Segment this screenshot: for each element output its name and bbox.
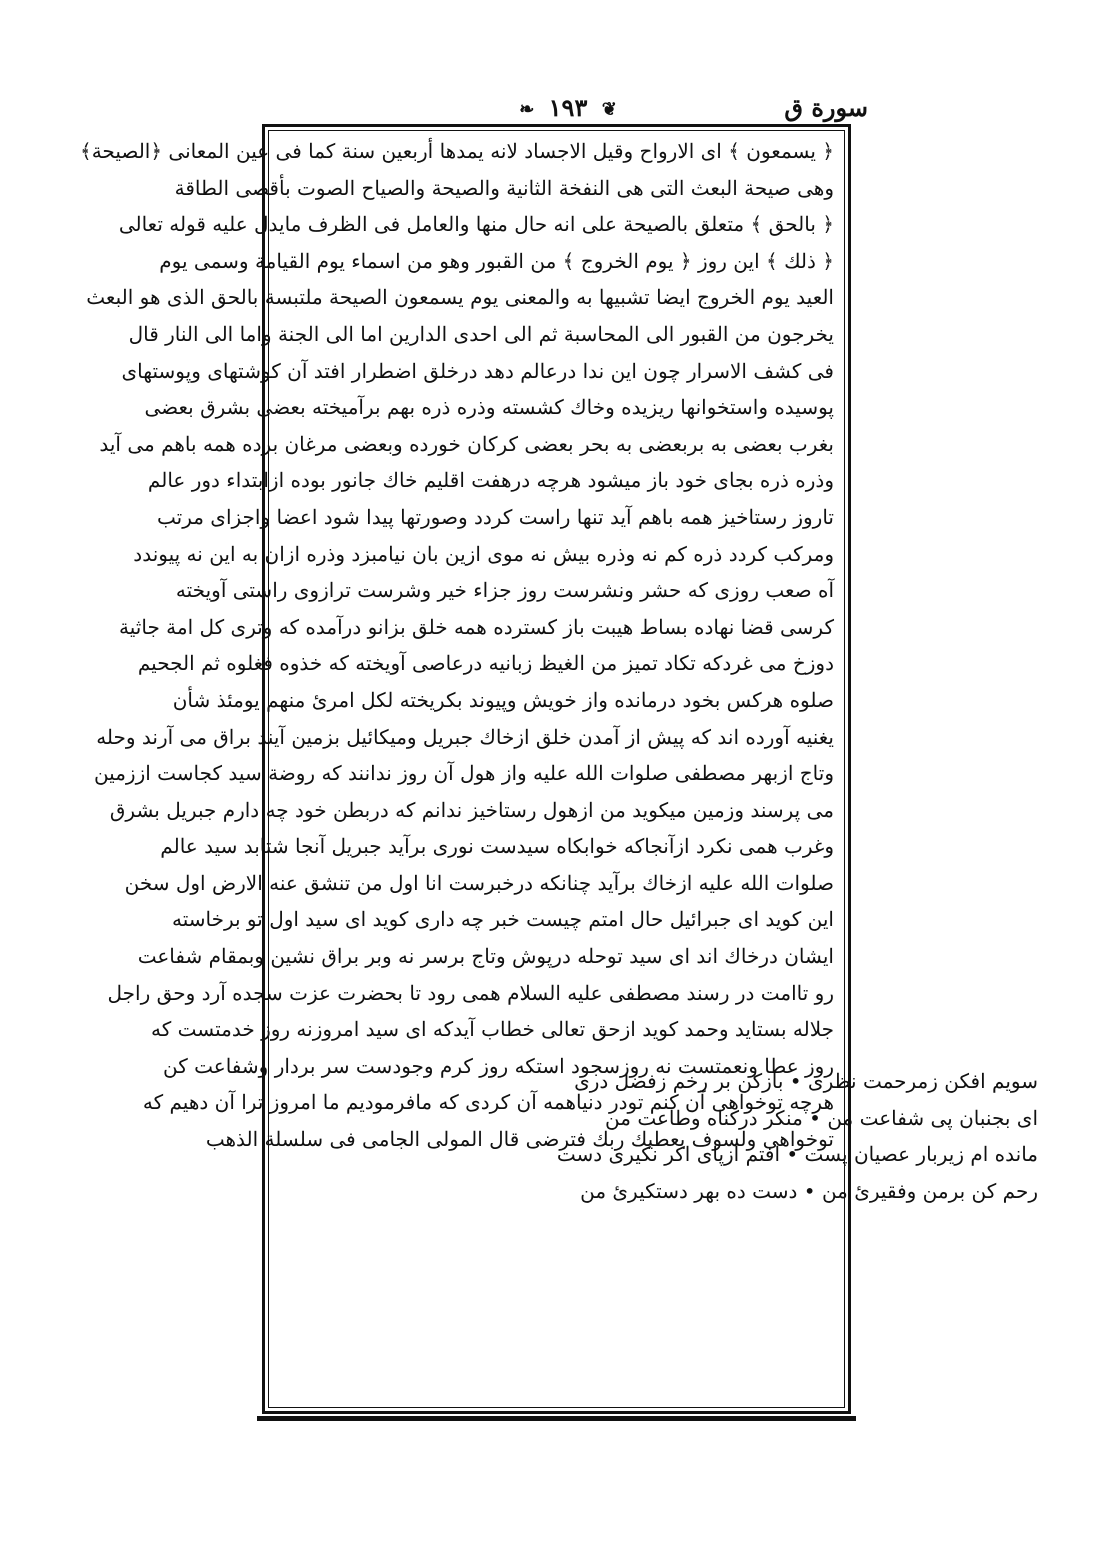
text-line: بغرب بعضى به بربعضى به بحر بعضى كركان خورده وبعضى مرغان برده همه باهم مى آيد: [99, 431, 834, 456]
body-text: [79, 133, 834, 1158]
text-line: العيد يوم الخروج ايضا تشبيها به والمعنى يوم يسمعون الصيحة ملتبسة بالحق الذى هو البعث: [86, 285, 834, 310]
text-line: روز عطا ونعمتست نه روزسجود استكه روز كرم وجودست سر بردار وشفاعت كن: [163, 1053, 834, 1078]
verse-line: اى بجنبان پى شفاعت من • منكر دركناه وطاعت من: [605, 1105, 1038, 1130]
text-line: وهى صيحة البعث التى هى النفخة الثانية والصيحة والصياح الصوت بأقصى الطاقة: [174, 175, 834, 200]
text-line: صلوات الله عليه ازخاك برآيد چنانكه درخبرست انا اول من تنشق عنه الارض اول سخن: [124, 870, 834, 895]
text-line: يغنيه آورده اند كه پيش از آمدن خلق ازخاك جبريل وميكائيل بزمين آيند براق مى آرند وحله: [96, 724, 834, 749]
text-line: مى پرسند وزمين ميكويد من ازهول رستاخيز ندانم كه دربطن خود چه دارم جبريل بشرق: [109, 797, 834, 822]
verse-line: رحم كن برمن وفقيرئ من • دست ده بهر دستكيرئ من: [580, 1178, 1038, 1203]
text-line: ﴿ ذلك ﴾ اين روز ﴿ يوم الخروج ﴾ من القبور وهو من اسماء يوم القيامة وسمى يوم: [159, 248, 834, 273]
text-line: وتاج ازبهر مصطفى صلوات الله عليه واز هول آن روز ندانند كه روضة سيد كجاست اززمين: [93, 761, 834, 786]
text-line: يخرجون من القبور الى المحاسبة ثم الى احدى الدارين اما الى الجنة واما الى النار قال: [128, 321, 834, 346]
verse-line: مانده ام زيربار عصيان پست • افتم ازپاى اكر نكيرى دست: [556, 1142, 1038, 1166]
text-line: جلاله بستايد وحمد كويد ازحق تعالى خطاب آيدكه اى سيد امروزنه روز خدمتست كه: [151, 1017, 834, 1042]
ornament-left-icon: ❦: [601, 98, 617, 120]
text-frame: [79, 124, 851, 1414]
text-line: توخواهى ولسوف يعطيك ربك فترضى قال المولى الجامى فى سلسلة الذهب: [205, 1127, 834, 1152]
text-line: وغرب همى نكرد ازآنجاكه خوابكاه سيدست نورى برآيد جبريل آنجا شتابد سيد عالم: [160, 834, 834, 859]
text-line: وذره ذره بجاى خود باز ميشود هرچه درهفت اقليم خاك جانور بوده ازابتداء دور عالم: [147, 468, 834, 493]
text-line: ﴿ يسمعون ﴾ اى الارواح وقيل الاجساد لانه يمدها أربعين سنة كما فى عين المعانى ﴿الصيحة﴾: [79, 139, 834, 163]
ornament-right-icon: ❧: [519, 98, 535, 120]
text-line: ﴿ بالحق ﴾ متعلق بالصيحة على انه حال منها والعامل فى الظرف مايدل عليه قوله تعالى: [118, 212, 834, 237]
page-header: [268, 92, 868, 128]
text-line: آه صعب روزى كه حشر ونشرست روز جزاء خير وشرست ترازوى راستى آويخته: [175, 578, 834, 603]
verse-block: [110, 1063, 1038, 1209]
text-line: پوسيده واستخوانها ريزيده وخاك كشسته وذره ذره بهم برآميخته بعضى بشرق بعضى: [144, 395, 834, 420]
text-line: هرچه توخواهى آن كنم تودر دنياهمه آن كردى كه مافرموديم ما امروز ترا آن دهيم كه: [142, 1090, 834, 1115]
text-line: صلوه هركس بخود درمانده واز خويش وپيوند بكريخته لكل امرئ منهم يومئذ شأن: [172, 687, 834, 712]
text-line: رو تاامت در رسند مصطفى عليه السلام همى رود تا بحضرت عزت سجده آرد وحق راجل: [107, 980, 834, 1005]
text-line: اين كويد اى جبرائيل حال امتم چيست خبر چه دارى كويد اى سيد اول تو برخاسته: [172, 907, 834, 932]
text-line: فى كشف الاسرار چون اين ندا درعالم دهد درخلق اضطرار افتد آن كوشتهاى وپوستهاى: [121, 358, 834, 383]
text-line: تاروز رستاخيز همه باهم آيد تنها راست كردد وصورتها پيدا شود اعضا واجزاى مرتب: [157, 504, 834, 529]
page-number: ١٩٣: [548, 93, 588, 122]
surah-title: سورة ق: [784, 93, 868, 122]
text-line: ايشان درخاك اند اى سيد توحله درپوش وتاج برسر نه وبر براق نشين وبمقام شفاعت: [137, 944, 834, 969]
page-number-block: [268, 92, 868, 126]
text-line: دوزخ مى غردكه تكاد تميز من الغيظ زبانيه درعاصى آويخته كه خذوه فغلوه ثم الجحيم: [137, 651, 834, 676]
verse-line: سويم افكن زمرحمت نظرى • بازكن بر رخم زفضل درى: [574, 1069, 1038, 1093]
text-line: كرسى قضا نهاده بساط هيبت باز كسترده همه خلق بزانو درآمده كه وترى كل امة جاثية: [119, 614, 834, 639]
text-line: ومركب كردد ذره كم نه وذره بيش نه موى ازين بان نيامبزد وذره ازان به اين نه پيوندد: [133, 541, 834, 566]
